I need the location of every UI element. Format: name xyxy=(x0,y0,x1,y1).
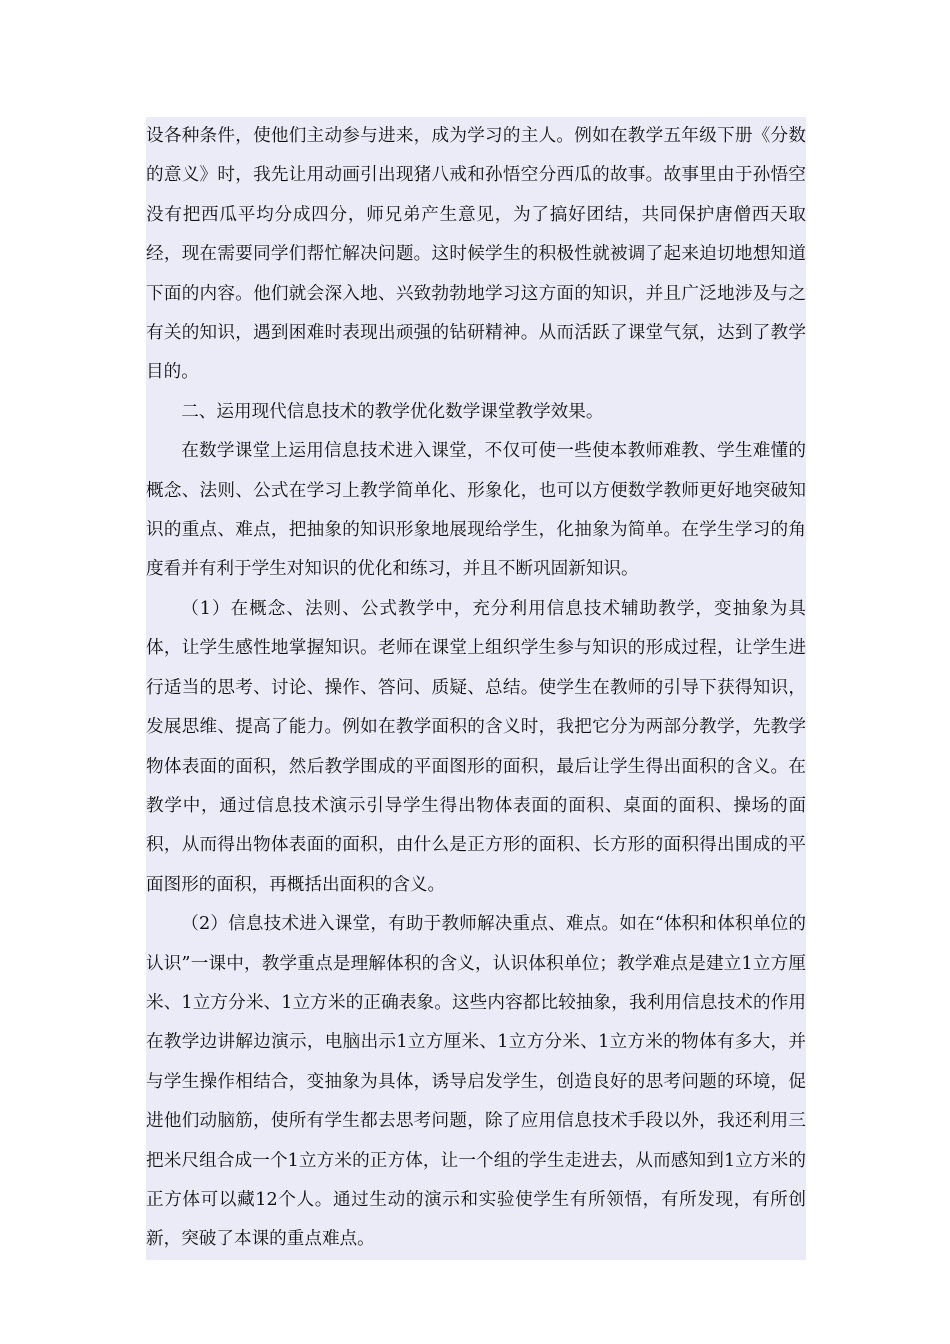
paragraph-2: 在数学课堂上运用信息技术进入课堂，不仅可使一些使本教师难教、学生难懂的概念、法则、公式在学习上教学简单化、形象化，也可以方便数学教师更好地突破知识的重点、难点，把抽象的知识形象地展现给学生，化抽象为简单。在学生学习的角度看并有利于学生对知识的优化和练习，并且不断巩固新知识。 xyxy=(146,441,806,580)
section-heading: 二、运用现代信息技术的教学优化数学课堂教学效果。 xyxy=(181,401,604,422)
paragraph-1: 设各种条件，使他们主动参与进来，成为学习的主人。例如在教学五年级下册《分数的意义》时，我先让用动画引出现猪八戒和孙悟空分西瓜的故事。故事里由于孙悟空没有把西瓜平均分成四分，师兄弟产生意见，为了搞好团结，共同保护唐僧西天取经，现在需要同学们帮忙解决问题。这时候学生的积极性就被调了起来迫切地想知道下面的内容。他们就会深入地、兴致勃勃地学习这方面的知识，并且广泛地涉及与之有关的知识，遇到困难时表现出顽强的钻研精神。从而活跃了课堂气氛，达到了教学目的。 xyxy=(146,126,806,383)
document-body xyxy=(146,117,806,1260)
paragraph-4: （2）信息技术进入课堂，有助于教师解决重点、难点。如在“体积和体积单位的认识”一课中，教学重点是理解体积的含义，认识体积单位；教学难点是建立1立方厘米、1立方分米、1立方米的正确表象。这些内容都比较抽象，我利用信息技术的作用在教学边讲解边演示，电脑出示1立方厘米、1立方分米、1立方米的物体有多大，并与学生操作相结合，变抽象为具体，诱导启发学生，创造良好的思考问题的环境，促进他们动脑筋，使所有学生都去思考问题，除了应用信息技术手段以外，我还利用三把米尺组合成一个1立方米的正方体，让一个组的学生走进去，从而感知到1立方米的正方体可以藏12个人。通过生动的演示和实验使学生有所领悟，有所发现，有所创新，突破了本课的重点难点。 xyxy=(146,914,806,1250)
paragraph-3: （1）在概念、法则、公式教学中，充分利用信息技术辅助教学，变抽象为具体，让学生感性地掌握知识。老师在课堂上组织学生参与知识的形成过程，让学生进行适当的思考、讨论、操作、答问、质疑、总结。使学生在教师的引导下获得知识，发展思维、提高了能力。例如在教学面积的含义时，我把它分为两部分教学，先教学物体表面的面积，然后教学围成的平面图形的面积，最后让学生得出面积的含义。在教学中，通过信息技术演示引导学生得出物体表面的面积、桌面的面积、操场的面积，从而得出物体表面的面积，由什么是正方形的面积、长方形的面积得出围成的平面图形的面积，再概括出面积的含义。 xyxy=(146,598,806,895)
